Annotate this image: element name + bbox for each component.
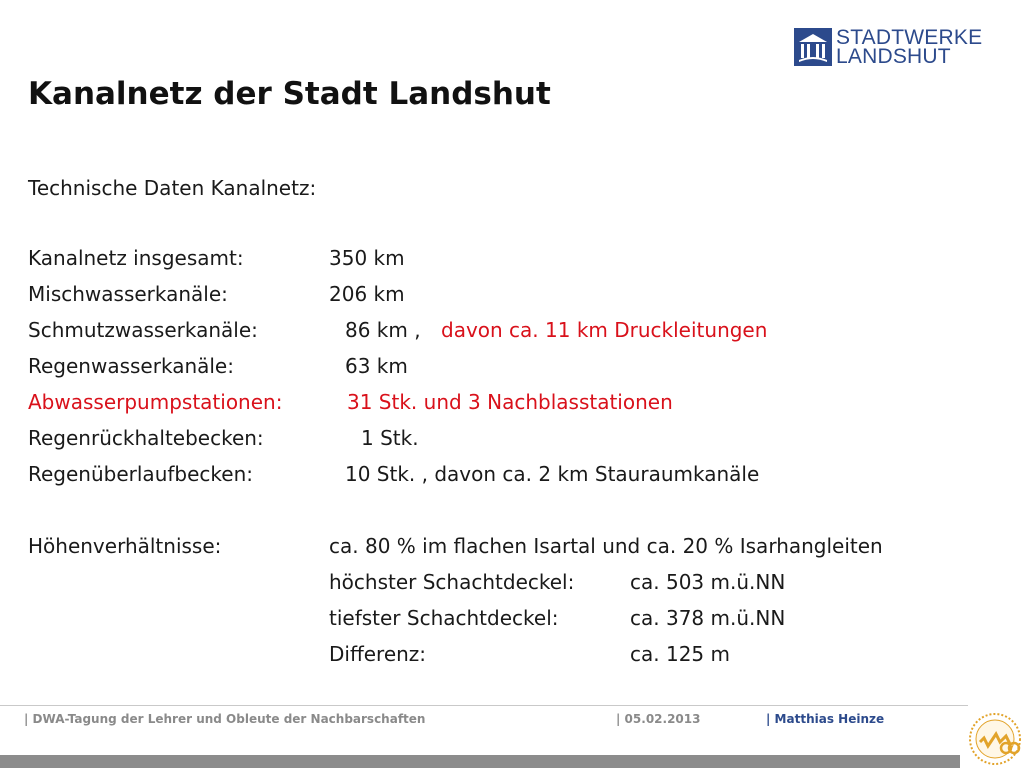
height-detail-label: höchster Schachtdeckel: xyxy=(329,570,575,594)
row-label: Schmutzwasserkanäle: xyxy=(28,318,258,342)
row-value: 206 km xyxy=(329,282,405,306)
logo-text xyxy=(836,28,982,66)
row-highlight: davon ca. 11 km Druckleitungen xyxy=(441,318,768,342)
height-detail-label: Differenz: xyxy=(329,642,427,666)
footer-date: | 05.02.2013 xyxy=(616,712,701,726)
row-value: 350 km xyxy=(329,246,405,270)
stadtwerke-logo xyxy=(794,27,982,67)
height-detail-value: ca. 503 m.ü.NN xyxy=(630,570,786,594)
row-label: Abwasserpumpstationen: xyxy=(28,390,283,414)
stadtwerke-logo-icon xyxy=(794,28,832,66)
row-label: Regenrückhaltebecken: xyxy=(28,426,264,450)
top-arbeitgeber-seal-icon xyxy=(968,712,1022,766)
row-value: 31 Stk. und 3 Nachblasstationen xyxy=(347,390,673,414)
height-detail-label: tiefster Schachtdeckel: xyxy=(329,606,559,630)
row-label: Kanalnetz insgesamt: xyxy=(28,246,244,270)
row-value: 86 km , xyxy=(345,318,421,342)
section-heading-text: Technische Daten Kanalnetz: xyxy=(28,176,317,200)
height-label: Höhenverhältnisse: xyxy=(28,534,222,558)
logo-line-1: STADTWERKE xyxy=(836,26,983,49)
height-detail-value: ca. 125 m xyxy=(630,642,730,666)
bottom-bar xyxy=(0,755,960,768)
row-value: 1 Stk. xyxy=(361,426,419,450)
height-value: ca. 80 % im flachen Isartal und ca. 20 % Isarhangleiten xyxy=(329,534,883,558)
logo-line-2: LANDSHUT xyxy=(836,45,951,68)
row-value: 63 km xyxy=(345,354,408,378)
height-detail-value: ca. 378 m.ü.NN xyxy=(630,606,786,630)
row-label: Mischwasserkanäle: xyxy=(28,282,228,306)
row-label: Regenüberlaufbecken: xyxy=(28,462,253,486)
footer-divider xyxy=(0,705,968,706)
row-value: 10 Stk. , davon ca. 2 km Stauraumkanäle xyxy=(345,462,760,486)
row-label: Regenwasserkanäle: xyxy=(28,354,234,378)
footer-author: | Matthias Heinze xyxy=(766,712,885,726)
page-title: Kanalnetz der Stadt Landshut xyxy=(28,76,551,112)
footer-event: | DWA-Tagung der Lehrer und Obleute der Nachbarschaften xyxy=(24,712,426,726)
